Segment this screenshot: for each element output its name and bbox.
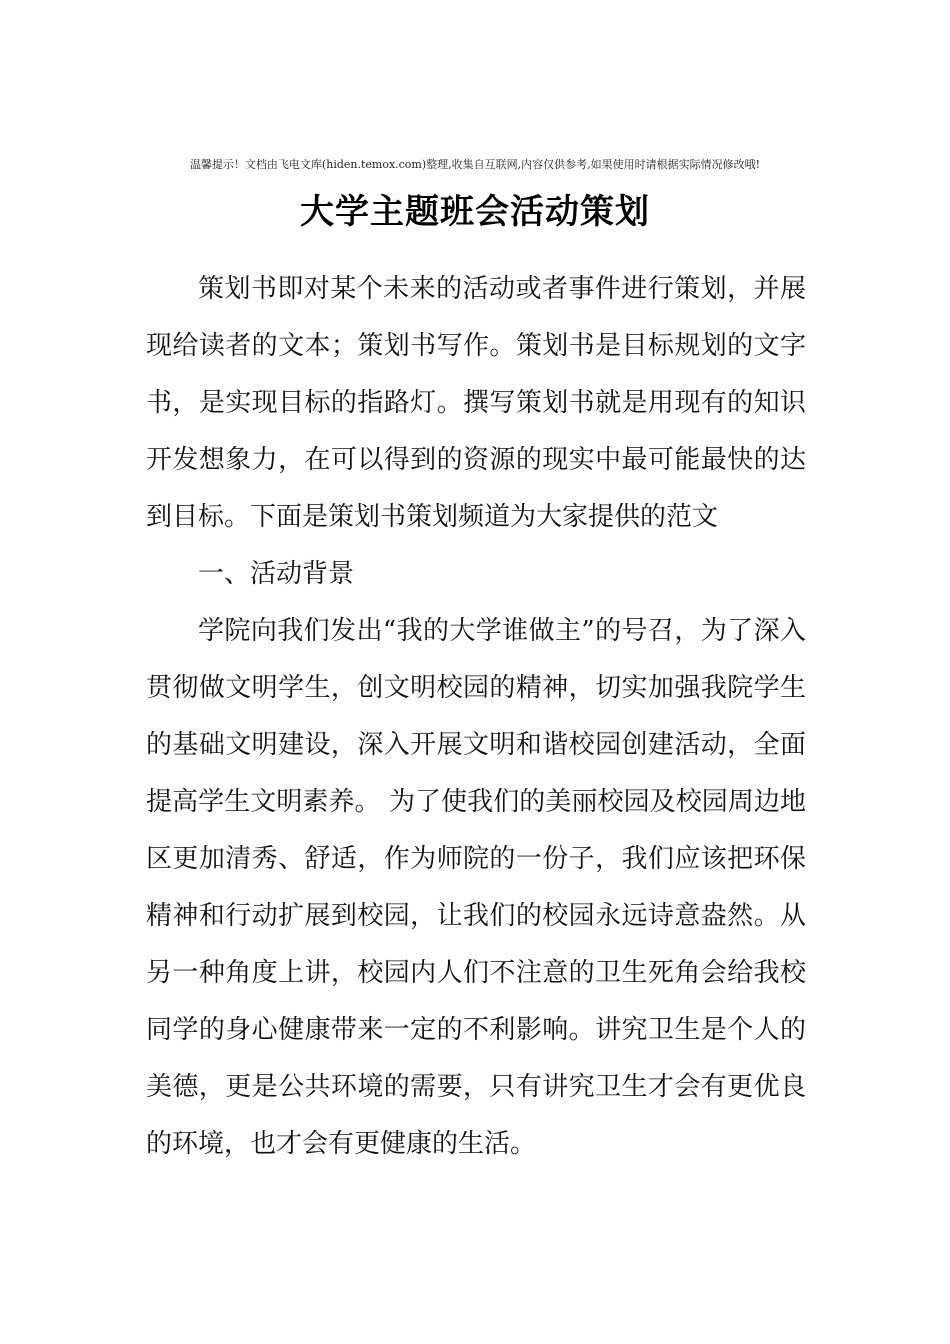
section-heading-background: 一、活动背景 [198,559,355,589]
page-title: 大学主题班会活动策划 [300,192,650,232]
background-paragraph: 学院向我们发出“我的大学谁做主”的号召，为了深入贯彻做文明学生，创文明校园的精神，切实加强我院学生的基础文明建设，深入开展文明和谐校园创建活动，全面提高学生文明素养。 为了使我们的美丽校园及校园周边地区更加清秀、舒适，作为师院的一份子，我们应该把环保精神和行动扩展到校园，让我们的校园永远诗意盎然。从另一种角度上讲，校园内人们不注意的卫生死角会给我校同学的身心健康带来一定的不利影响。讲究卫生是个人的美德，更是公共环境的需要，只有讲究卫生才会有更优良的环境，也才会有更健康的生活。 [146,616,806,1159]
intro-paragraph: 策划书即对某个未来的活动或者事件进行策划，并展现给读者的文本；策划书写作。策划书是目标规划的文字书，是实现目标的指路灯。撰写策划书就是用现有的知识开发想象力，在可以得到的资源的现实中最可能最快的达到目标。下面是策划书策划频道为大家提供的范文 [146,274,806,532]
source-notice: 温馨提示！文档由飞电文库(hiden.temox.com)整理,收集自互联网,内容仅供参考,如果使用时请根据实际情况修改哦! [189,158,761,171]
